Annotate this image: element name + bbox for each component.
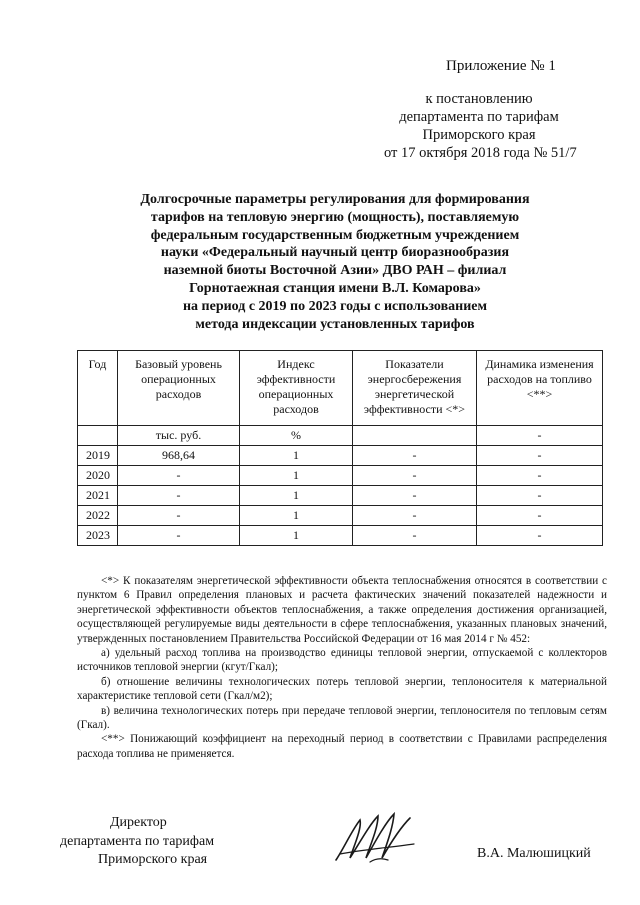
table-cell: 1 [240, 506, 353, 526]
table-cell: - [353, 506, 477, 526]
resolution-line: департамента по тарифам [399, 109, 559, 125]
year-cell: 2022 [78, 506, 118, 526]
position-line: Приморского края [98, 852, 208, 867]
table-row [78, 446, 603, 466]
title-line: федеральным государственным бюджетным учреждением [150, 227, 520, 243]
units-cell: тыс. руб. [118, 426, 240, 446]
resolution-line: к постановлению [425, 91, 533, 107]
units-cell: % [240, 426, 353, 446]
table-row [78, 506, 603, 526]
year-cell: 2021 [78, 486, 118, 506]
table-cell: 968,64 [118, 446, 240, 466]
table-cell: - [353, 446, 477, 466]
resolution-line: от 17 октября 2018 года № 51/7 [384, 145, 577, 161]
table-cell: - [353, 526, 477, 546]
units-cell [78, 426, 118, 446]
position-line: Директор [110, 815, 167, 830]
position-line: департамента по тарифам [60, 833, 215, 849]
table-cell: - [353, 466, 477, 486]
table-cell: - [477, 486, 603, 506]
document-title [90, 191, 580, 333]
units-cell: - [477, 426, 603, 446]
table-cell: - [477, 526, 603, 546]
title-line: Горнотаежная станция имени В.Л. Комарова» [189, 280, 481, 296]
table-cell: - [118, 506, 240, 526]
table-row [78, 466, 603, 486]
title-line: метода индексации установленных тарифов [195, 316, 475, 332]
footnote-fuel: <**> Понижающий коэффициент на переходный период в соответствии с Правилами распределения расхода топлива не применяется. [77, 733, 607, 760]
units-cell [353, 426, 477, 446]
title-line: на период с 2019 по 2023 годы с использованием [182, 298, 488, 314]
table-cell: - [118, 526, 240, 546]
table-cell: - [118, 486, 240, 506]
header-efficiency-index: Индекс эффективности операционных расходов [240, 351, 353, 426]
header-energy-saving: Показатели энергосбережения энергетической эффективности <*> [353, 351, 477, 426]
table-row [78, 486, 603, 506]
signatory-position [60, 814, 214, 870]
footnote-item-b: б) отношение величины технологических потерь тепловой энергии, теплоносителя к материальной характеристике тепловой сети (Гкал/м2); [77, 675, 607, 703]
table-row [78, 526, 603, 546]
table-cell: 1 [240, 446, 353, 466]
year-cell: 2023 [78, 526, 118, 546]
title-line: наземной биоты Восточной Азии» ДВО РАН – филиал [163, 263, 507, 279]
title-line: тарифов на тепловую энергию (мощность), поставляемую [150, 209, 520, 225]
parameters-table [77, 350, 603, 546]
table-header-row [78, 351, 603, 426]
table-cell: - [353, 486, 477, 506]
table-cell: 1 [240, 486, 353, 506]
table-cell: - [118, 466, 240, 486]
footnote-item-a: а) удельный расход топлива на производство единицы тепловой энергии, отпускаемой с коллекторов источников тепловой энергии (кгут/Гкал); [77, 647, 607, 674]
footnote-energy-efficiency: <*> К показателям энергетической эффективности объекта теплоснабжения относятся в соответствии с пунктом 6 Правил определения плановых и расчета фактических значений показателей надежности и энергетической эффективности объектов теплоснабжения, а также определения достижения организацией, осуществляющей регулируемые виды деятельности в сфере теплоснабжения, указанных плановых значений, утвержденных постановлением Правительства Российской Федерации от 16 мая 2014 г № 452: [77, 575, 607, 645]
header-year: Год [78, 351, 118, 426]
handwritten-signature [330, 808, 420, 868]
table-cell: 1 [240, 526, 353, 546]
table-cell: - [477, 446, 603, 466]
signatory-name: В.А. Малюшицкий [477, 846, 591, 861]
footnotes [77, 574, 607, 761]
header-base-opex: Базовый уровень операционных расходов [118, 351, 240, 426]
table-cell: - [477, 466, 603, 486]
appendix-label: Приложение № 1 [446, 58, 556, 74]
footnote-item-c: в) величина технологических потерь при передаче тепловой энергии, теплоносителя по тепловым сетям (Гкал). [77, 704, 607, 732]
table-cell: - [477, 506, 603, 526]
year-cell: 2019 [78, 446, 118, 466]
header-fuel-dynamics: Динамика изменения расходов на топливо <**> [477, 351, 603, 426]
table-cell: 1 [240, 466, 353, 486]
year-cell: 2020 [78, 466, 118, 486]
table-units-row [78, 426, 603, 446]
title-line: науки «Федеральный научный центр биоразнообразия [160, 245, 510, 261]
resolution-reference [384, 90, 577, 162]
title-line: Долгосрочные параметры регулирования для формирования [140, 192, 530, 207]
resolution-line: Приморского края [422, 127, 536, 143]
